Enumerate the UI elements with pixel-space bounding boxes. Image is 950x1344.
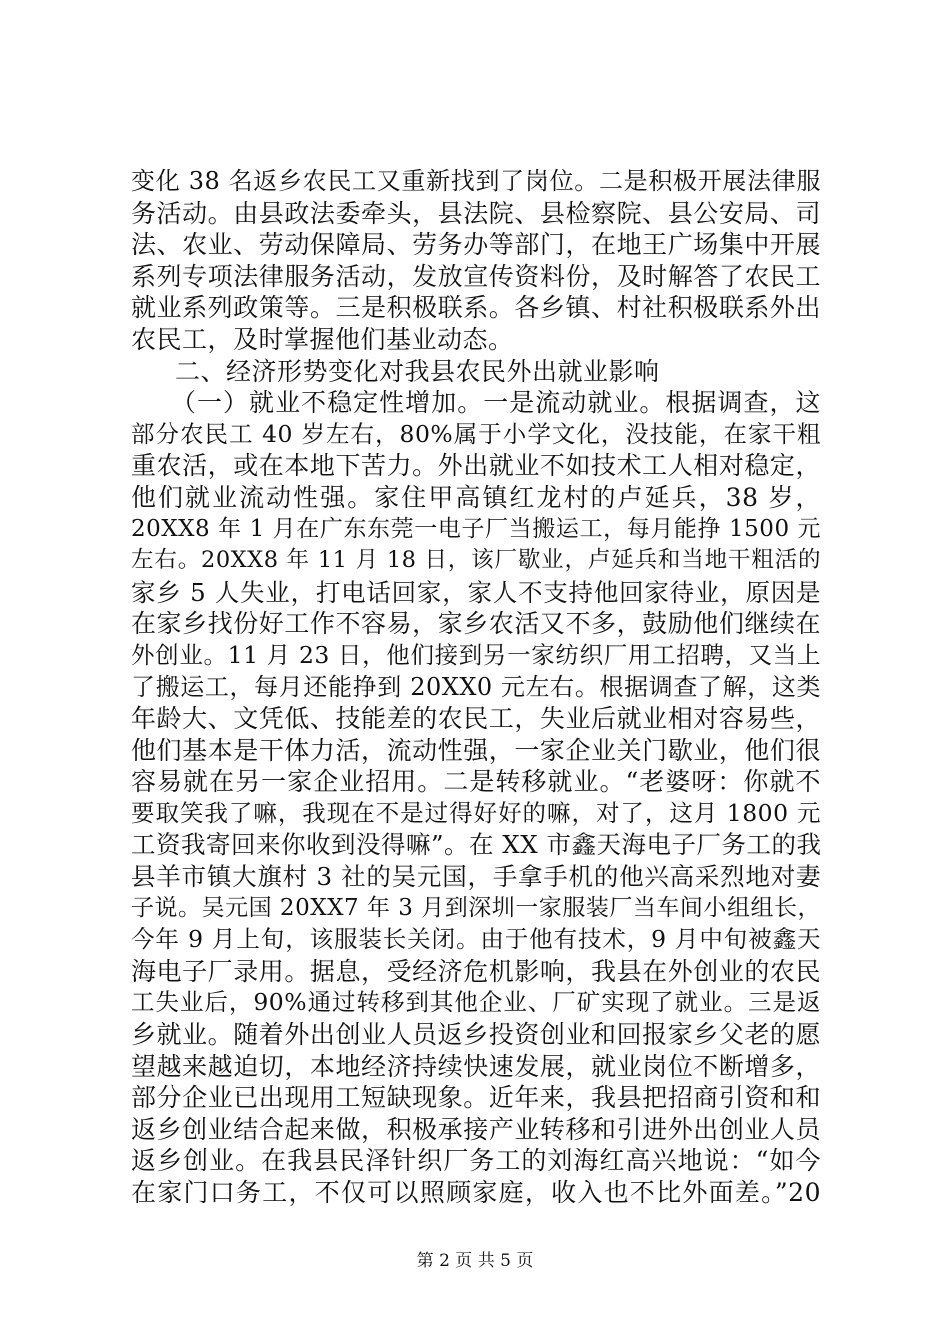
text-line: 就业系列政策等。三是积极联系。各乡镇、村社积极联系外出 xyxy=(131,293,821,323)
text-line: 县羊市镇大旗村 3 社的吴元国，手拿手机的他兴高采烈地对妻 xyxy=(131,862,821,892)
text-line: 要取笑我了嘛，我现在不是过得好好的嘛，对了，这月 1800 元 xyxy=(131,798,821,827)
text-line: 变化 38 名返乡农民工又重新找到了岗位。二是积极开展法律服 xyxy=(131,167,821,195)
text-line: 子说。吴元国 20XX7 年 3 月到深圳一家服装厂当车间小组组长， xyxy=(131,894,821,921)
text-line: 左右。20XX8 年 11 月 18 日，该厂歇业，卢延兵和当地干粗活的 xyxy=(131,547,821,574)
text-line: 在家乡找份好工作不容易，家乡农活又不多，鼓励他们继续在 xyxy=(131,609,821,639)
text-line: 今年 9 月上旬，该服装长关闭。由于他有技术，9 月中旬被鑫天 xyxy=(131,925,821,954)
text-line: 容易就在另一家企业招用。二是转移就业。“老婆呀：你就不 xyxy=(131,767,821,797)
text-line: 部分农民工 40 岁左右，80%属于小学文化，没技能，在家干粗 xyxy=(131,419,821,448)
body-text xyxy=(131,166,821,1209)
text-line: 务活动。由县政法委牵头，县法院、县检察院、县公安局、司 xyxy=(131,198,821,228)
text-line: 返乡创业。在我县民泽针织厂务工的刘海红高兴地说：“如今 xyxy=(131,1146,821,1176)
text-line: 乡就业。随着外出创业人员返乡投资创业和回报家乡父老的愿 xyxy=(131,1020,821,1050)
text-line: 部分企业已出现用工短缺现象。近年来，我县把招商引资和和 xyxy=(131,1083,821,1113)
text-line: 农民工，及时掌握他们基业动态。 xyxy=(131,324,514,354)
text-line: 20XX8 年 1 月在广东东莞一电子厂当搬运工，每月能挣 1500 元 xyxy=(131,515,821,542)
text-line: 法、农业、劳动保障局、劳务办等部门，在地王广场集中开展 xyxy=(131,230,821,260)
text-line: 家乡 5 人失业，打电话回家，家人不支持他回家待业，原因是 xyxy=(131,577,821,607)
text-line: 重农活，或在本地下苦力。外出就业不如技术工人相对稳定， xyxy=(131,451,821,481)
text-line: 他们就业流动性强。家住甲高镇红龙村的卢延兵，38 岁， xyxy=(131,482,821,512)
text-line: 返乡创业结合起来做，积极承接产业转移和引进外出创业人员 xyxy=(131,1114,821,1144)
text-line: 他们基本是干体力活，流动性强，一家企业关门歇业，他们很 xyxy=(131,735,821,765)
text-line: 海电子厂录用。据息，受经济危机影响，我县在外创业的农民 xyxy=(131,956,821,986)
text-line: 了搬运工，每月还能挣到 20XX0 元左右。根据调查了解，这类 xyxy=(131,672,821,701)
text-line: 工失业后，90%通过转移到其他企业、厂矿实现了就业。三是返 xyxy=(131,988,821,1017)
text-line: 年龄大、文凭低、技能差的农民工，失业后就业相对容易些， xyxy=(131,704,821,734)
text-line: 系列专项法律服务活动，发放宣传资料份，及时解答了农民工 xyxy=(131,261,821,291)
text-line: 望越来越迫切，本地经济持续快速发展，就业岗位不断增多， xyxy=(131,1051,821,1081)
section-heading: 二、经济形势变化对我县农民外出就业影响 xyxy=(175,356,660,386)
page-number-footer: 第 2 页 共 5 页 xyxy=(416,1251,534,1271)
text-line: 工资我寄回来你收到没得嘛”。在 XX 市鑫天海电子厂务工的我 xyxy=(131,830,821,860)
text-line: （一）就业不稳定性增加。一是流动就业。根据调查，这 xyxy=(171,388,821,418)
text-line: 外创业。11 月 23 日，他们接到另一家纺织厂用工招聘，又当上 xyxy=(131,640,821,669)
text-line: 在家门口务工，不仅可以照顾家庭，收入也不比外面差。”20 xyxy=(131,1178,821,1207)
